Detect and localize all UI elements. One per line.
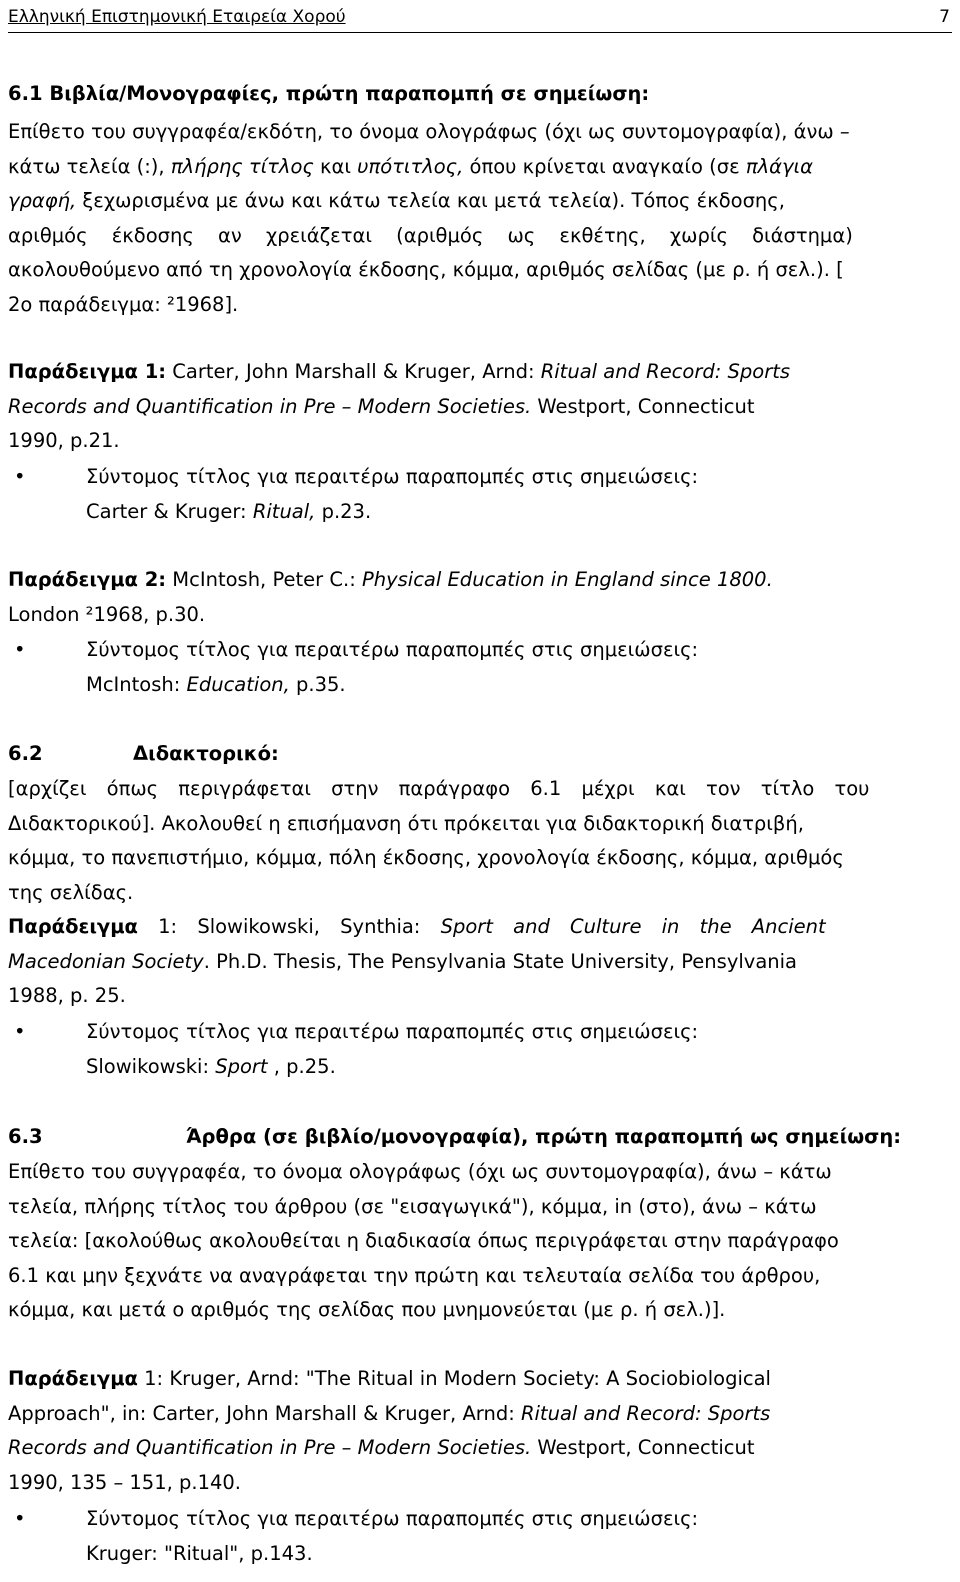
bullet-icon: •	[14, 1507, 26, 1530]
text-line: Παράδειγμα 1: Carter, John Marshall & Kruger, Arnd: Ritual and Record: Sports	[8, 360, 791, 383]
text-line: κάτω τελεία (:), πλήρης τίτλος και υπότιτλος, όπου κρίνεται αναγκαίο (σε πλάγια	[8, 154, 813, 178]
text-line: Επίθετο του συγγραφέα/εκδότη, το όνομα ολογράφως (όχι ως συντομογραφία), άνω –	[8, 120, 850, 143]
text-line: Παράδειγμα 1: Slowikowski, Synthia: Sport and Culture in the Ancient	[8, 915, 826, 938]
example-1	[8, 355, 948, 459]
text-line: 1990, 135 – 151, p.140.	[8, 1470, 242, 1494]
bullet-text: Σύντομος τίτλος για περαιτέρω παραπομπές στις σημειώσεις:	[86, 1020, 699, 1043]
text-line: 6.1 και μην ξεχνάτε να αναγράφεται την πρώτη και τελευταία σελίδα του άρθρου,	[8, 1263, 821, 1287]
bullet-text: Σύντομος τίτλος για περαιτέρω παραπομπές στις σημειώσεις:	[86, 638, 699, 661]
section-6-1-text	[8, 115, 948, 322]
bullet-icon: •	[14, 1020, 26, 1043]
text-line: Macedonian Society. Ph.D. Thesis, The Pensylvania State University, Pensylvania	[8, 949, 797, 973]
text-line: κόμμα, και μετά ο αριθμός της σελίδας που μνημονεύεται (με ρ. ή σελ.)].	[8, 1298, 726, 1321]
text-line: Records and Quantification in Pre – Modern Societies. Westport, Connecticut	[8, 394, 755, 418]
short-title-text: Carter & Kruger: Ritual, p.23.	[86, 500, 372, 523]
bullet-icon: •	[14, 465, 26, 488]
text-line: London ²1968, p.30.	[8, 602, 206, 626]
example-2	[8, 563, 948, 632]
short-title-text: Slowikowski: Sport , p.25.	[86, 1055, 336, 1078]
text-line: τελεία: [ακολούθως ακολουθείται η διαδικασία όπως περιγράφεται στην παράγραφο	[8, 1229, 839, 1252]
section-6-1-heading: 6.1 Βιβλία/Μονογραφίες, πρώτη παραπομπή σε σημείωση:	[8, 82, 650, 105]
text-line: 2ο παράδειγμα: ²1968].	[8, 292, 239, 316]
short-title-text: McIntosh: Education, p.35.	[86, 673, 346, 696]
text-line: 1990, p.21.	[8, 429, 120, 452]
section-6-3-example	[8, 1362, 948, 1500]
text-line: της σελίδας.	[8, 880, 134, 904]
text-line: Records and Quantification in Pre – Modern Societies. Westport, Connecticut	[8, 1436, 755, 1459]
text-line: Παράδειγμα 2: McIntosh, Peter C.: Physical Education in England since 1800.	[8, 568, 773, 591]
text-line: Επίθετο του συγγραφέα, το όνομα ολογράφως (όχι ως συντομογραφία), άνω – κάτω	[8, 1160, 832, 1183]
text-line: 1988, p. 25.	[8, 984, 126, 1007]
bullet-text: Σύντομος τίτλος για περαιτέρω παραπομπές στις σημειώσεις:	[86, 465, 699, 488]
bullet-text: Σύντομος τίτλος για περαιτέρω παραπομπές στις σημειώσεις:	[86, 1507, 699, 1530]
page-number: 7	[939, 7, 950, 27]
society-title: Ελληνική Επιστημονική Εταιρεία Χορού	[8, 7, 346, 27]
text-line: ακολουθούμενο από τη χρονολογία έκδοσης, κόμμα, αριθμός σελίδας (με ρ. ή σελ.). [	[8, 258, 844, 281]
text-line: Παράδειγμα 1: Kruger, Arnd: "The Ritual in Modern Society: A Sociobiological	[8, 1367, 771, 1390]
text-line: κόμμα, το πανεπιστήμιο, κόμμα, πόλη έκδοσης, χρονολογία έκδοσης, κόμμα, αριθμός	[8, 846, 844, 869]
running-header	[8, 2, 952, 33]
section-6-3-heading: 6.3 Άρθρα (σε βιβλίο/μονογραφία), πρώτη παραπομπή ως σημείωση:	[8, 1125, 902, 1148]
text-line: Διδακτορικού]. Ακολουθεί η επισήμανση ότι πρόκειται για διδακτορική διατριβή,	[8, 811, 804, 835]
text-line: αριθμός έκδοσης αν χρειάζεται (αριθμός ως εκθέτης, χωρίς διάστημα)	[8, 223, 853, 247]
short-title-text: Kruger: "Ritual", p.143.	[86, 1542, 313, 1565]
text-line: γραφή, ξεχωρισμένα με άνω και κάτω τελεία και μετά τελεία). Τόπος έκδοσης,	[8, 189, 785, 212]
text-line: Approach", in: Carter, John Marshall & Kruger, Arnd: Ritual and Record: Sports	[8, 1401, 771, 1425]
text-line: [αρχίζει όπως περιγράφεται στην παράγραφο 6.1 μέχρι και τον τίτλο του	[8, 777, 870, 800]
section-6-2-text	[8, 772, 948, 1014]
section-6-2-heading: 6.2 Διδακτορικό:	[8, 742, 279, 765]
bullet-icon: •	[14, 638, 26, 661]
text-line: τελεία, πλήρης τίτλος του άρθρου (σε "εισαγωγικά"), κόμμα, in (στο), άνω – κάτω	[8, 1194, 817, 1218]
section-6-3-text	[8, 1155, 948, 1328]
